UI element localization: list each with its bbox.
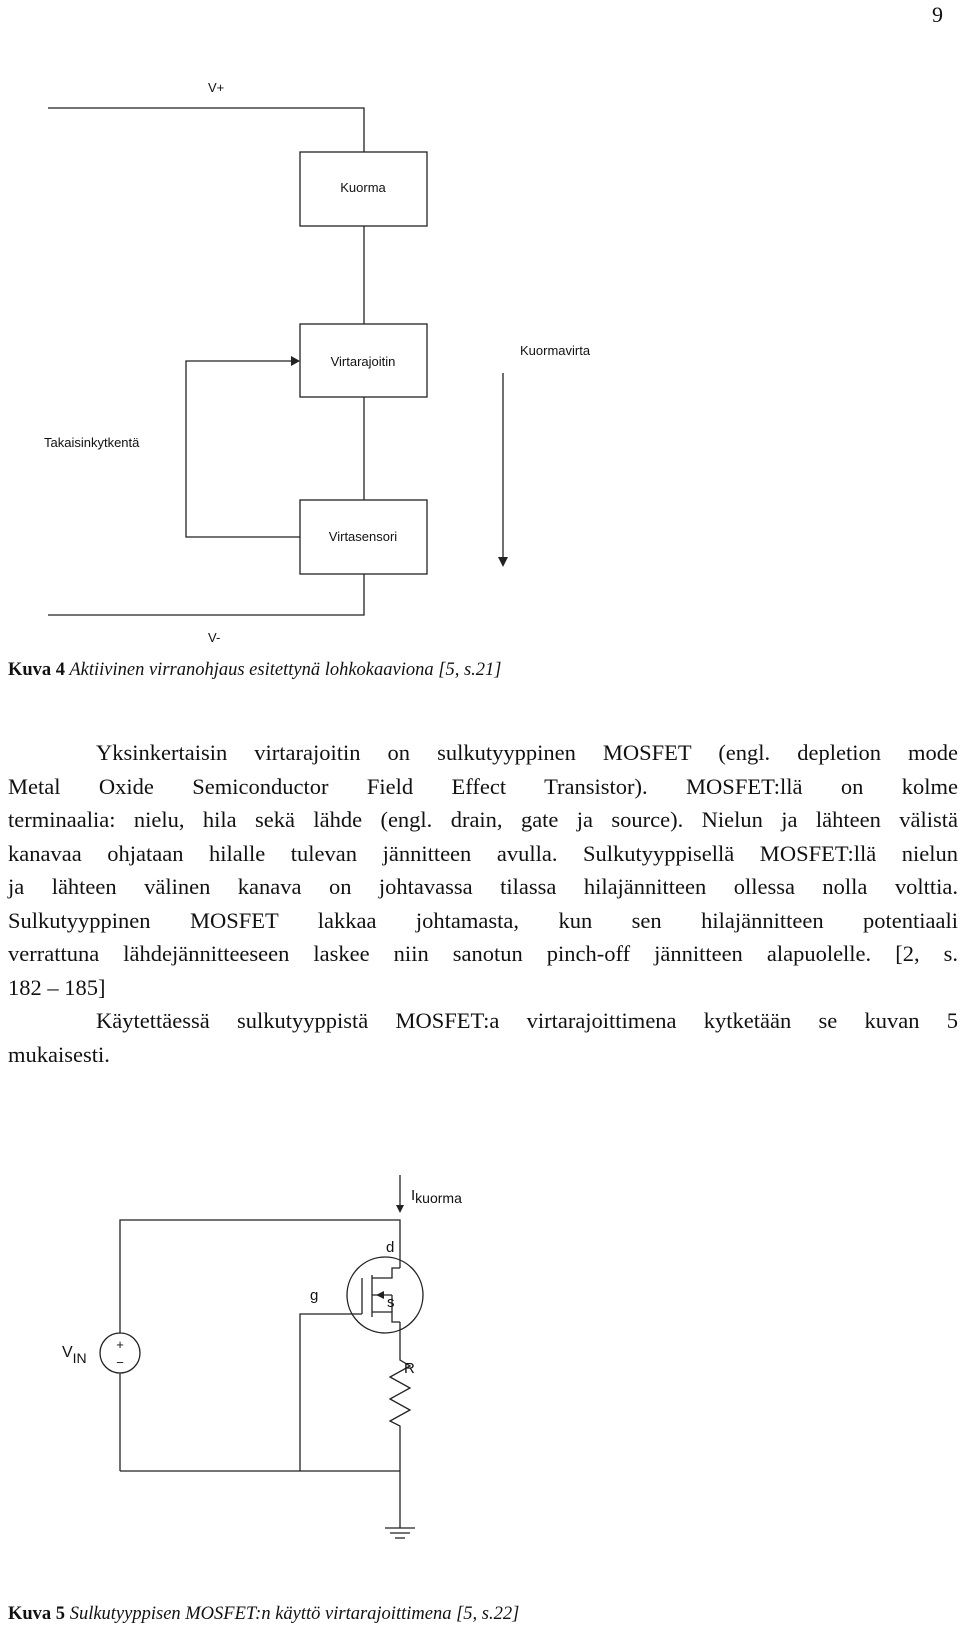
body-arrow-head <box>376 1291 384 1299</box>
paragraph-2-line: Käytettäessä sulkutyyppistä MOSFET:a virtarajoittimena kytketään se kuvan 5 <box>96 1008 958 1033</box>
figure-4-caption-text: Aktiivinen virranohjaus esitettynä lohkokaaviona [5, s.21] <box>65 660 502 680</box>
minus-sign: − <box>116 1355 124 1370</box>
paragraph-1-line: Metal Oxide Semiconductor Field Effect Transistor). MOSFET:llä on kolme <box>8 773 958 799</box>
current-label-main: I <box>411 1187 416 1204</box>
top-wire <box>120 1220 400 1333</box>
v-minus-rail <box>48 574 364 615</box>
paragraph-2 <box>8 1004 958 1071</box>
virtarajoitin-label: Virtarajoitin <box>330 354 396 369</box>
figure-5-circuit <box>0 1180 960 1640</box>
paragraph-1-line: kanavaa ohjataan hilalle tulevan jännitteen avulla. Sulkutyyppisellä MOSFET:llä nielun <box>8 840 958 866</box>
v-plus-label: V+ <box>208 80 225 95</box>
figure-5-caption-label: Kuva 5 <box>8 1604 66 1624</box>
gate-label: g <box>310 1287 319 1304</box>
figure-5-caption <box>8 1604 519 1625</box>
current-label <box>411 1187 462 1206</box>
paragraph-2-line: mukaisesti. <box>8 1041 110 1067</box>
figure-4-caption-label: Kuva 4 <box>8 660 66 680</box>
resistor-label: R <box>404 1360 415 1377</box>
source-lead <box>372 1312 400 1322</box>
paragraph-1-line: verrattuna lähdejännitteeseen laskee niin sanotun pinch-off jännitteen alapuolelle. [2, s. <box>8 941 958 966</box>
page-number: 9 <box>932 2 943 27</box>
load-current-arrow-head <box>498 557 508 567</box>
drain-label: d <box>386 1239 395 1256</box>
vin-label <box>62 1344 87 1366</box>
drain-lead <box>372 1268 400 1278</box>
paragraph-1-line: ja lähteen välinen kanava on johtavassa tilassa hilajännitteen ollessa nolla volttia. <box>8 874 958 899</box>
feedback-wire <box>186 361 300 537</box>
virtasensori-label: Virtasensori <box>328 529 398 544</box>
current-label-sub: kuorma <box>415 1190 462 1206</box>
gate-wire <box>300 1314 362 1471</box>
paragraph-1-line: Sulkutyyppinen MOSFET lakkaa johtamasta, kun sen hilajännitteen potentiaali <box>8 907 958 933</box>
figure-5-caption-text: Sulkutyyppisen MOSFET:n käyttö virtarajoittimena [5, s.22] <box>65 1604 520 1624</box>
vin-label-main: V <box>62 1344 73 1361</box>
takaisinkytkenta-label: Takaisinkytkentä <box>44 435 140 450</box>
v-plus-rail <box>48 108 364 152</box>
figure-4-caption <box>8 660 501 681</box>
paragraph-1 <box>8 736 958 1004</box>
kuormavirta-label: Kuormavirta <box>520 343 591 358</box>
feedback-arrow-head <box>291 356 300 366</box>
v-minus-label: V- <box>208 630 221 645</box>
paragraph-1-line: terminaalia: nielu, hila sekä lähde (engl. drain, gate ja source). Nielun ja lähteen välistä <box>8 807 958 832</box>
vin-label-sub: IN <box>72 1350 87 1366</box>
kuorma-label: Kuorma <box>340 180 386 195</box>
source-label: s <box>387 1294 395 1311</box>
paragraph-1-line: 182 – 185] <box>8 974 106 1000</box>
plus-sign: + <box>116 1337 124 1352</box>
paragraph-1-line: Yksinkertaisin virtarajoitin on sulkutyyppinen MOSFET (engl. depletion mode <box>96 740 958 765</box>
figure-4-block-diagram <box>0 0 960 660</box>
current-arrow-head <box>396 1205 404 1213</box>
